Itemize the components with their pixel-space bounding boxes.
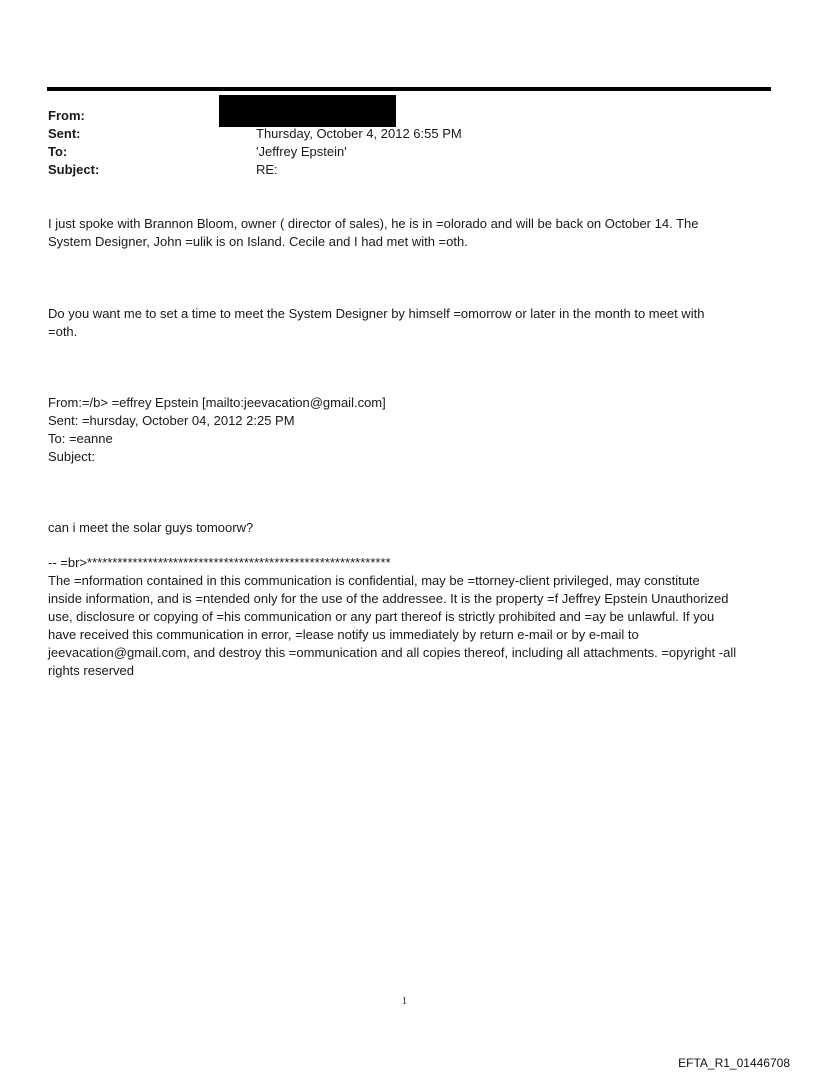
quoted-subject-line: Subject: [48,449,95,464]
page-number: 1 [402,996,407,1007]
separator-line: -- =br>************************************************************ [48,555,391,570]
subject-value: RE: [256,162,278,177]
disclaimer-block [48,554,773,680]
to-label: To: [48,144,68,159]
disclaimer-line: jeevacation@gmail.com, and destroy this =ommunication and all copies thereof, including all attachments. =opyright -all [48,645,737,660]
quoted-message [48,519,773,537]
from-label: From: [48,108,85,123]
subject-label: Subject: [48,162,100,177]
redaction-block [219,95,396,127]
header-rule [47,87,771,91]
body-line: =oth. [48,324,78,339]
disclaimer-line: The =nformation contained in this communication is confidential, may be =ttorney-client privileged, may constitute [48,573,700,588]
quoted-message-line: can i meet the solar guys tomoorw? [48,520,254,535]
body-line: Do you want me to set a time to meet the System Designer by himself =omorrow or later in the month to meet with [48,306,705,321]
disclaimer-line: rights reserved [48,663,134,678]
body-line: System Designer, John =ulik is on Island. Cecile and I had met with =oth. [48,234,468,249]
quoted-from-line: From:=/b> =effrey Epstein [mailto:jeevacation@gmail.com] [48,395,386,410]
body-paragraph-2 [48,305,773,341]
quoted-to-line: To: =eanne [48,431,113,446]
disclaimer-line: inside information, and is =ntended only for the use of the addressee. It is the property =f Jeffrey Epstein Unauthorized [48,591,729,606]
sent-value: Thursday, October 4, 2012 6:55 PM [256,126,462,141]
disclaimer-line: have received this communication in error, =lease notify us immediately by return e-mail or by e-mail to [48,627,639,642]
quoted-sent-line: Sent: =hursday, October 04, 2012 2:25 PM [48,413,295,428]
to-value: 'Jeffrey Epstein' [256,144,347,159]
body-line: I just spoke with Brannon Bloom, owner ( director of sales), he is in =olorado and will be back on October 14. The [48,216,699,231]
document-id: EFTA_R1_01446708 [678,1056,790,1070]
body-paragraph-1 [48,215,773,251]
sent-label: Sent: [48,126,81,141]
disclaimer-line: use, disclosure or copying of =his communication or any part thereof is strictly prohibited and =ay be unlawful. If you [48,609,715,624]
quoted-header [48,394,773,466]
